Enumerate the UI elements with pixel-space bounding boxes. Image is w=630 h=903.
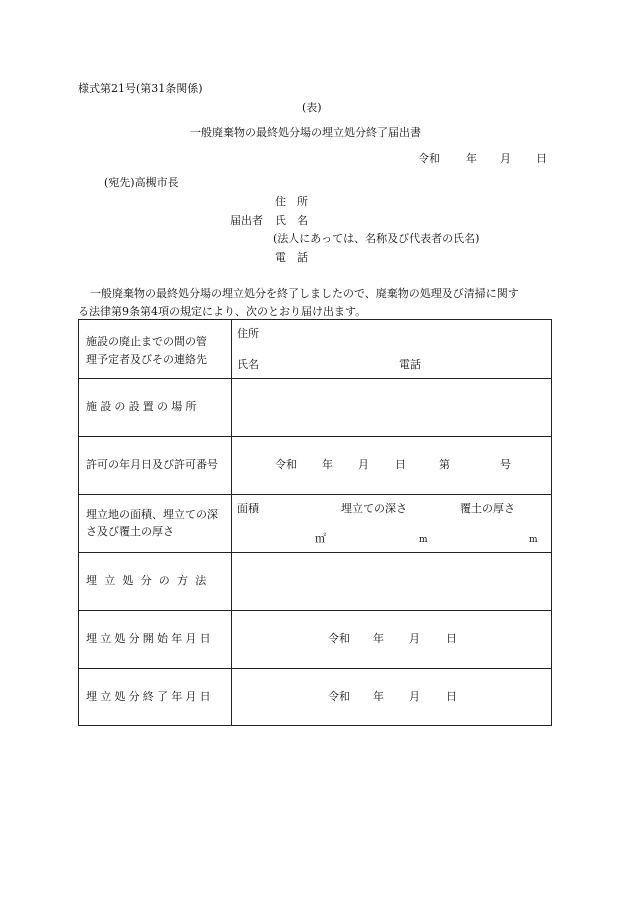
column-divider <box>231 320 232 725</box>
corporate-note: (法人にあっては、名称及び代表者の氏名) <box>273 232 480 245</box>
document-title: 一般廃棄物の最終処分場の埋立処分終了届出書 <box>190 126 421 139</box>
notifier-address-label: 住 所 <box>275 195 308 208</box>
start-month: 月 <box>409 632 420 645</box>
method-field[interactable] <box>237 558 545 604</box>
end-month: 月 <box>409 690 420 703</box>
manager-label-line2: 理予定者及びその連絡先 <box>86 353 207 366</box>
row-divider <box>79 610 551 611</box>
permit-era: 令和 <box>275 458 297 471</box>
end-label: 埋立処分終了年月日 <box>86 690 214 703</box>
depth-field-label: 埋立ての深さ <box>341 502 407 515</box>
manager-label-line1: 施設の廃止までの間の管 <box>86 335 207 348</box>
permit-dai: 第 <box>439 458 450 471</box>
date-day: 日 <box>536 152 547 165</box>
notifier-label: 届出者 <box>230 214 263 227</box>
permit-month: 月 <box>358 458 369 471</box>
notifier-name-label: 氏 名 <box>275 214 308 227</box>
end-era: 令和 <box>328 690 350 703</box>
manager-phone-field[interactable]: 電話 <box>399 358 421 371</box>
cover-unit: m <box>529 535 538 545</box>
cover-field-label: 覆土の厚さ <box>460 502 515 515</box>
start-day: 日 <box>446 632 457 645</box>
start-era: 令和 <box>328 632 350 645</box>
manager-address-field[interactable]: 住所 <box>237 327 259 340</box>
permit-day: 日 <box>395 458 406 471</box>
method-label: 埋立処分の方法 <box>86 574 214 587</box>
depth-unit: m <box>419 535 428 545</box>
row-divider <box>79 552 551 553</box>
area-field-label: 面積 <box>237 502 259 515</box>
start-label: 埋立処分開始年月日 <box>86 632 214 645</box>
permit-label: 許可の年月日及び許可番号 <box>86 458 218 471</box>
date-year: 年 <box>466 152 477 165</box>
location-label: 施設の設置の場所 <box>86 400 200 413</box>
permit-go: 号 <box>500 458 511 471</box>
row-divider <box>79 436 551 437</box>
area-label-line1: 埋立地の面積、埋立ての深 <box>86 508 218 521</box>
row-divider <box>79 494 551 495</box>
row-divider <box>79 668 551 669</box>
form-table <box>78 319 552 726</box>
row-divider <box>79 378 551 379</box>
end-year: 年 <box>373 690 384 703</box>
permit-year: 年 <box>322 458 333 471</box>
manager-name-field[interactable]: 氏名 <box>237 358 259 371</box>
date-month: 月 <box>500 152 511 165</box>
front-side-mark: (表) <box>302 101 322 114</box>
start-year: 年 <box>373 632 384 645</box>
area-unit: ㎡ <box>315 532 326 545</box>
location-field[interactable] <box>237 384 545 430</box>
date-era: 令和 <box>418 152 440 165</box>
end-day: 日 <box>446 690 457 703</box>
body-text-line1: 一般廃棄物の最終処分場の埋立処分を終了しましたので、廃棄物の処理及び清掃に関す <box>90 287 519 300</box>
body-text-line2: る法律第9条第4項の規定により、次のとおり届け出ます。 <box>78 305 367 318</box>
notifier-phone-label: 電 話 <box>275 251 308 264</box>
form-number: 様式第21号(第31条関係) <box>78 82 203 95</box>
area-label-line2: さ及び覆土の厚さ <box>86 525 174 538</box>
addressee: (宛先)高槻市長 <box>104 176 179 189</box>
